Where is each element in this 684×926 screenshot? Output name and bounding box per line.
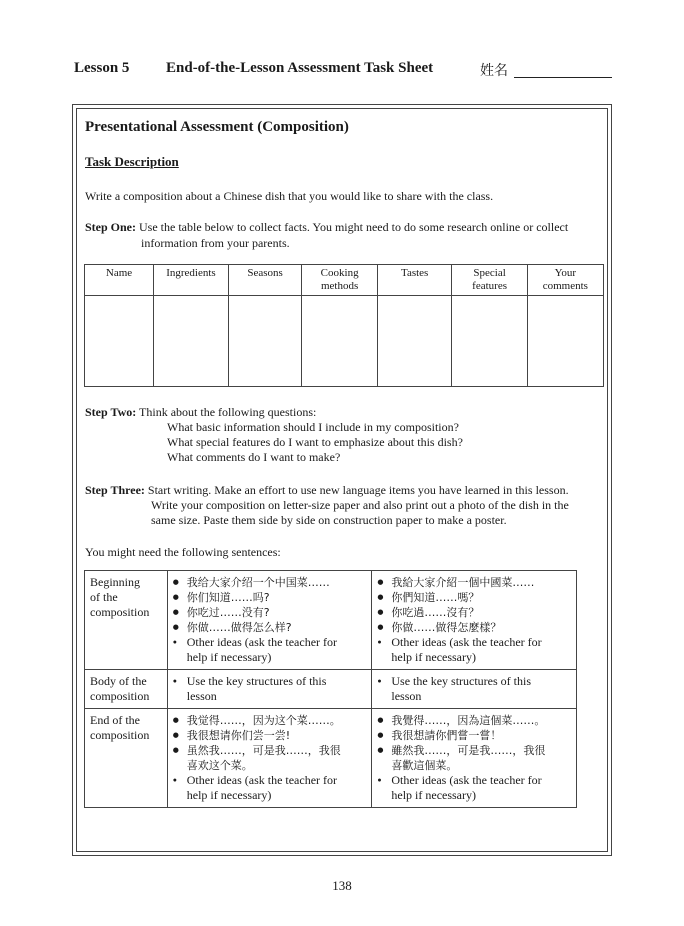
sentence-item: ● 你吃過……沒有？ [377,605,571,620]
facts-cell[interactable] [377,296,452,387]
sentence-item: ● 我覺得……，因為這個菜……。 [377,713,571,728]
page-header [74,60,614,82]
sentence-item: ● 虽然我……，可是我……，我很 喜欢这个菜。 [173,743,367,773]
step-two-q3: What comments do I want to make? [167,450,341,464]
step-three [85,483,569,498]
sentence-item: ● 你們知道……嗎？ [377,590,571,605]
name-label: 姓名 [480,63,508,79]
step-one [85,220,568,235]
sentence-item: ● 我給大家介紹一個中國菜…… [377,575,571,590]
traditional-column-beginning [372,571,577,670]
facts-col-name: Name [85,265,154,296]
step-two [85,405,316,420]
facts-col-tastes: Tastes [377,265,452,296]
sentences-row-end [85,709,577,808]
simplified-column-beginning [167,571,372,670]
sentences-row-beginning [85,571,577,670]
step-one-label: Step One: [85,220,136,234]
sentence-item: ● 你做……做得怎么样? [173,620,367,635]
facts-cell[interactable] [527,296,603,387]
facts-cell[interactable] [228,296,302,387]
facts-cell[interactable] [85,296,154,387]
sentence-item: ● 你做……做得怎麼樣？ [377,620,571,635]
sentence-item: ● 你们知道……吗? [173,590,367,605]
facts-cell[interactable] [154,296,229,387]
facts-col-special-features: Special features [452,265,527,296]
sentences-row-body [85,670,577,709]
step-three-label: Step Three: [85,483,145,497]
simplified-column-end [167,709,372,808]
sentences-intro: You might need the following sentences: [85,545,281,559]
sentences-table [84,570,577,808]
row-label-beginning: Beginning of the composition [85,571,168,670]
facts-entry-row [85,296,604,387]
lesson-number: Lesson 5 [74,60,130,76]
step-three-line2: Write your composition on letter-size paper and also print out a photo of the dish in the [151,498,569,512]
sentence-item: ● 我给大家介绍一个中国菜…… [173,575,367,590]
task-text: Write a composition about a Chinese dish that you would like to share with the class. [85,189,494,203]
page-number: 138 [332,878,352,893]
step-two-q1: What basic information should I include in my composition? [167,420,459,434]
assessment-inner-frame [76,108,608,852]
step-two-label: Step Two: [85,405,137,419]
other-ideas-item: ● Other ideas (ask the teacher for help if necessary) [173,635,367,665]
step-two-q2: What special features do I want to emphasize about this dish? [167,435,463,449]
traditional-column-body [372,670,577,709]
step-three-line3: same size. Paste them side by side on construction paper to make a poster. [151,513,507,527]
facts-col-seasons: Seasons [228,265,302,296]
key-structures-item: ● Use the key structures of this lesson [173,674,367,704]
row-label-body: Body of the composition [85,670,168,709]
step-two-line1: Think about the following questions: [139,405,317,419]
facts-header-row [85,265,604,296]
sheet-title: End-of-the-Lesson Assessment Task Sheet [166,60,434,76]
sentence-item: ● 我觉得……，因为这个菜……。 [173,713,367,728]
facts-table [84,264,604,387]
step-one-line2: information from your parents. [141,236,290,250]
assessment-frame [72,104,612,856]
key-structures-item: ● Use the key structures of this lesson [377,674,571,704]
facts-col-cooking-methods: Cooking methods [302,265,378,296]
traditional-column-end [372,709,577,808]
name-blank-line[interactable] [514,77,612,78]
facts-col-comments: Your comments [527,265,603,296]
task-heading: Task Description [85,154,179,169]
other-ideas-item: ● Other ideas (ask the teacher for help if necessary) [377,773,571,803]
simplified-column-body [167,670,372,709]
sentence-item: ● 你吃过……没有? [173,605,367,620]
other-ideas-item: ● Other ideas (ask the teacher for help if necessary) [173,773,367,803]
sentence-item: ● 我很想请你们尝一尝! [173,728,367,743]
step-one-line1: Use the table below to collect facts. You might need to do some research online or collect [139,220,569,234]
step-three-line1: Start writing. Make an effort to use new language items you have learned in this lesson. [147,483,569,497]
facts-cell[interactable] [302,296,378,387]
row-label-end: End of the composition [85,709,168,808]
other-ideas-item: ● Other ideas (ask the teacher for help if necessary) [377,635,571,665]
sentence-item: ● 雖然我……，可是我……，我很 喜歡這個菜。 [377,743,571,773]
sentence-item: ● 我很想請你們嘗一嘗！ [377,728,571,743]
facts-cell[interactable] [452,296,527,387]
facts-col-ingredients: Ingredients [154,265,229,296]
section-title: Presentational Assessment (Composition) [85,119,349,135]
